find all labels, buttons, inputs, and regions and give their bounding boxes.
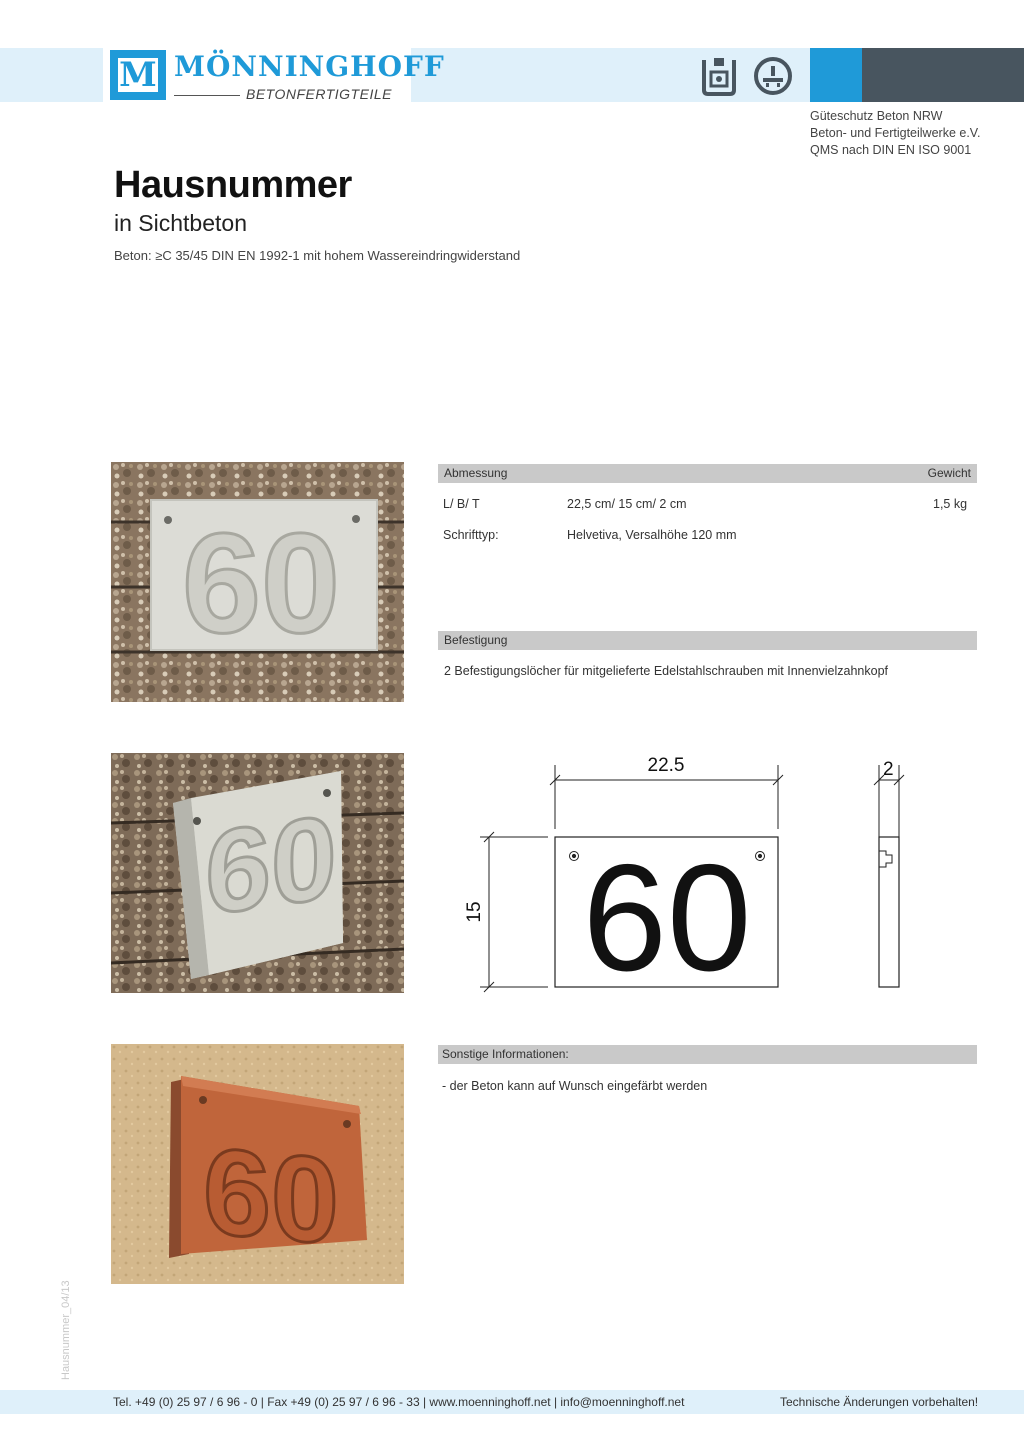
logo-mark (110, 50, 166, 100)
depth-label: 2 (883, 759, 894, 780)
photo-house-number: 60 (205, 790, 337, 941)
certification-text (810, 108, 980, 159)
footer-contact: Tel. +49 (0) 25 97 / 6 96 - 0 | Fax +49 (0) 25 97 / 6 96 - 33 | www.moenninghoff.net | info@moenninghoff.net (113, 1395, 685, 1409)
other-info-header-bar (438, 1045, 977, 1064)
footer-note: Technische Änderungen vorbehalten! (780, 1395, 979, 1409)
height-label: 15 (464, 901, 485, 923)
row-label: Schrifttyp: (443, 528, 499, 542)
dimensions-header: Abmessung (444, 466, 508, 480)
mounting-header-bar (438, 631, 977, 650)
dimensions-header-bar (438, 464, 977, 483)
document-code: Hausnummer_04/13 (60, 1280, 72, 1380)
page-title: Hausnummer (114, 164, 352, 206)
photo-house-number: 60 (203, 1121, 339, 1270)
page-subtitle: in Sichtbeton (114, 210, 247, 236)
product-photo-colored (111, 1044, 404, 1284)
mounting-text: 2 Befestigungslöcher für mitgelieferte Edelstahlschrauben mit Innenvielzahnkopf (444, 664, 889, 678)
quality-seal-icon (700, 56, 738, 96)
brand-rule (174, 95, 240, 96)
row-value: 22,5 cm/ 15 cm/ 2 cm (567, 497, 687, 511)
certification-line: Güteschutz Beton NRW (810, 109, 943, 123)
product-photo-angle (111, 753, 404, 993)
product-photo-front (111, 462, 404, 702)
brand-subtitle: BETONFERTIGTEILE (246, 86, 392, 102)
other-info-text: - der Beton kann auf Wunsch eingefärbt werden (442, 1079, 708, 1093)
certification-line: Beton- und Fertigteilwerke e.V. (810, 126, 981, 140)
weight-header: Gewicht (927, 466, 971, 480)
brand-name: MÖNNINGHOFF (174, 50, 445, 83)
concrete-spec: Beton: ≥C 35/45 DIN EN 1992-1 mit hohem Wassereindringwiderstand (114, 248, 521, 263)
header-accent-block (810, 48, 862, 102)
technical-drawing (440, 745, 920, 1005)
row-weight: 1,5 kg (933, 497, 968, 511)
plate-side-view (879, 837, 899, 987)
row-label: L/ B/ T (443, 497, 480, 511)
width-label: 22.5 (647, 755, 685, 776)
row-value: Helvetiva, Versalhöhe 120 mm (567, 528, 737, 542)
certification-line: QMS nach DIN EN ISO 9001 (810, 143, 972, 157)
other-info-header: Sonstige Informationen: (442, 1047, 569, 1061)
mounting-header: Befestigung (444, 633, 508, 647)
drawing-number: 60 (582, 833, 752, 1003)
logo-letter: M (119, 55, 157, 95)
header-dark-block (862, 48, 1024, 102)
precast-seal-icon (752, 55, 794, 97)
photo-house-number: 60 (182, 504, 340, 663)
